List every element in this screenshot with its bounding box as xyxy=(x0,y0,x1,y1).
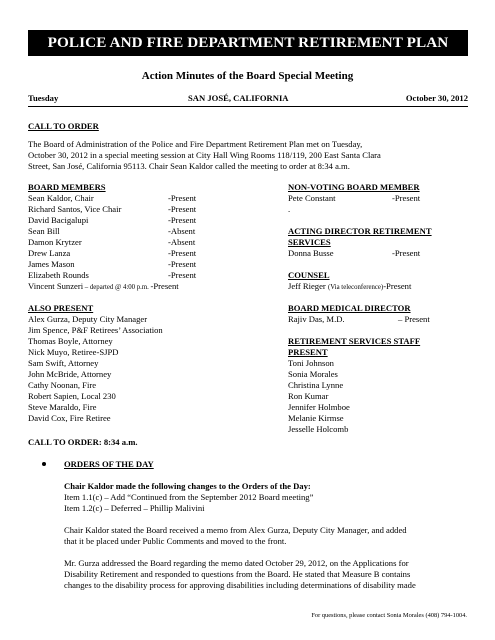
gurza-line-1: Mr. Gurza addressed the Board regarding the memo dated October 29, 2012, on the Applications for xyxy=(64,558,409,568)
attendee-name: David Cox, Fire Retiree xyxy=(28,413,111,423)
staff-heading-1: RETIREMENT SERVICES STAFF xyxy=(288,336,421,346)
memo-line-1: Chair Kaldor stated the Board received a memo from Alex Gurza, Deputy City Manager, and added xyxy=(64,525,407,535)
board-member-sunzeri xyxy=(28,281,179,294)
attendee-name: Thomas Boyle, Attorney xyxy=(28,336,113,346)
staff-name: Christina Lynne xyxy=(288,380,344,390)
counsel-status: -Present xyxy=(383,281,412,291)
board-members-heading: BOARD MEMBERS xyxy=(28,182,106,192)
attendee-name: John McBride, Attorney xyxy=(28,369,112,379)
board-member-name: David Bacigalupi xyxy=(28,215,89,225)
staff-name: Ron Kumar xyxy=(288,391,329,401)
board-member-status: -Present xyxy=(150,281,179,291)
acting-director-heading-1: ACTING DIRECTOR RETIREMENT xyxy=(288,226,432,236)
board-member-name: Damon Krytzer xyxy=(28,237,82,247)
meeting-date: October 30, 2012 xyxy=(405,93,468,103)
counsel-line xyxy=(288,281,411,294)
board-member-status: -Present xyxy=(168,193,197,203)
call-to-order-line-3: Street, San José, California 95113. Chair Sean Kaldor called the meeting to order at 8:34 a.m. xyxy=(28,161,350,171)
also-present-heading: ALSO PRESENT xyxy=(28,303,94,313)
attendee-name: Sam Swift, Attorney xyxy=(28,358,99,368)
non-voting-name: Pete Constant xyxy=(288,193,336,203)
staff-name: Sonia Morales xyxy=(288,369,338,379)
gurza-line-2: Disability Retirement and responded to questions from the Board. He stated that Measure B contains xyxy=(64,569,411,579)
board-member-status: -Absent xyxy=(168,237,196,247)
board-member-status: -Present xyxy=(168,259,197,269)
acting-director-name: Donna Busse xyxy=(288,248,334,258)
attendee-name: Alex Gurza, Deputy City Manager xyxy=(28,314,148,324)
meeting-place: SAN JOSÉ, CALIFORNIA xyxy=(188,93,289,103)
counsel-name: Jeff Rieger xyxy=(288,281,328,291)
call-to-order-heading: CALL TO ORDER xyxy=(28,121,99,131)
gurza-line-3: changes to the disability process for approving disabilities including determinations of disability made xyxy=(64,580,416,590)
staff-name: Jennifer Holmboe xyxy=(288,402,350,412)
orders-item-1: Item 1.1(c) – Add “Continued from the September 2012 Board meeting” xyxy=(64,492,314,502)
medical-director-name: Rajiv Das, M.D. xyxy=(288,314,345,324)
call-to-order-line-1: The Board of Administration of the Police and Fire Department Retirement Plan met on Tuesday, xyxy=(28,139,363,149)
orders-changes-intro: Chair Kaldor made the following changes to the Orders of the Day: xyxy=(64,481,311,491)
non-voting-heading: NON-VOTING BOARD MEMBER xyxy=(288,182,420,192)
board-member-name: Sean Bill xyxy=(28,226,60,236)
staff-name: Toni Johnson xyxy=(288,358,334,368)
orders-item-2: Item 1.2(c) – Deferred – Phillip Malivini xyxy=(64,503,205,513)
meeting-day: Tuesday xyxy=(28,93,59,103)
attendee-name: Cathy Noonan, Fire xyxy=(28,380,97,390)
board-member-name: Elizabeth Rounds xyxy=(28,270,89,280)
board-member-status: -Present xyxy=(168,248,197,258)
attendee-name: Nick Muyo, Retiree-SJPD xyxy=(28,347,119,357)
medical-director-status: – Present xyxy=(398,314,430,324)
board-member-status: -Absent xyxy=(168,226,196,236)
footer-contact: For questions, please contact Sonia Morales (408) 794-1004. xyxy=(311,612,467,619)
orders-of-the-day-heading: ORDERS OF THE DAY xyxy=(64,459,154,469)
attendee-name: Robert Sapien, Local 230 xyxy=(28,391,116,401)
staff-heading-2: PRESENT xyxy=(288,347,328,357)
document-subtitle: Action Minutes of the Board Special Meeting xyxy=(141,70,354,82)
staff-name: Melanie Kirmse xyxy=(288,413,344,423)
departure-note: – departed @ 4:00 p.m. xyxy=(83,284,151,291)
teleconference-note: (Via teleconference) xyxy=(327,284,384,291)
attendee-name: Jim Spence, P&F Retirees’ Association xyxy=(28,325,163,335)
board-member-status: -Present xyxy=(168,204,197,214)
board-member-name: James Mason xyxy=(28,259,75,269)
call-to-order-line-2: October 30, 2012 in a special meeting session at City Hall Wing Rooms 118/119, 200 East Santa Clara xyxy=(28,150,381,160)
non-voting-status: -Present xyxy=(392,193,421,203)
acting-director-status: -Present xyxy=(392,248,421,258)
staff-name: Jesselle Holcomb xyxy=(288,424,349,434)
board-member-name: Sean Kaldor, Chair xyxy=(28,193,94,203)
document-banner-title: POLICE AND FIRE DEPARTMENT RETIREMENT PLAN xyxy=(28,30,468,56)
acting-director-heading-2: SERVICES xyxy=(288,237,331,247)
bullet-icon xyxy=(42,462,46,466)
board-member-name: Vincent Sunzeri xyxy=(28,281,84,291)
call-to-order-time: CALL TO ORDER: 8:34 a.m. xyxy=(28,437,138,447)
header-rule xyxy=(28,106,468,107)
board-member-status: -Present xyxy=(168,270,197,280)
counsel-heading: COUNSEL xyxy=(288,270,330,280)
board-member-name: Drew Lanza xyxy=(28,248,71,258)
attendee-name: Steve Maraldo, Fire xyxy=(28,402,97,412)
medical-director-heading: BOARD MEDICAL DIRECTOR xyxy=(288,303,411,313)
board-member-name: Richard Santos, Vice Chair xyxy=(28,204,122,214)
memo-line-2: that it be placed under Public Comments and moved to the front. xyxy=(64,536,287,546)
stray-dot: . xyxy=(288,204,291,214)
board-member-status: -Present xyxy=(168,215,197,225)
